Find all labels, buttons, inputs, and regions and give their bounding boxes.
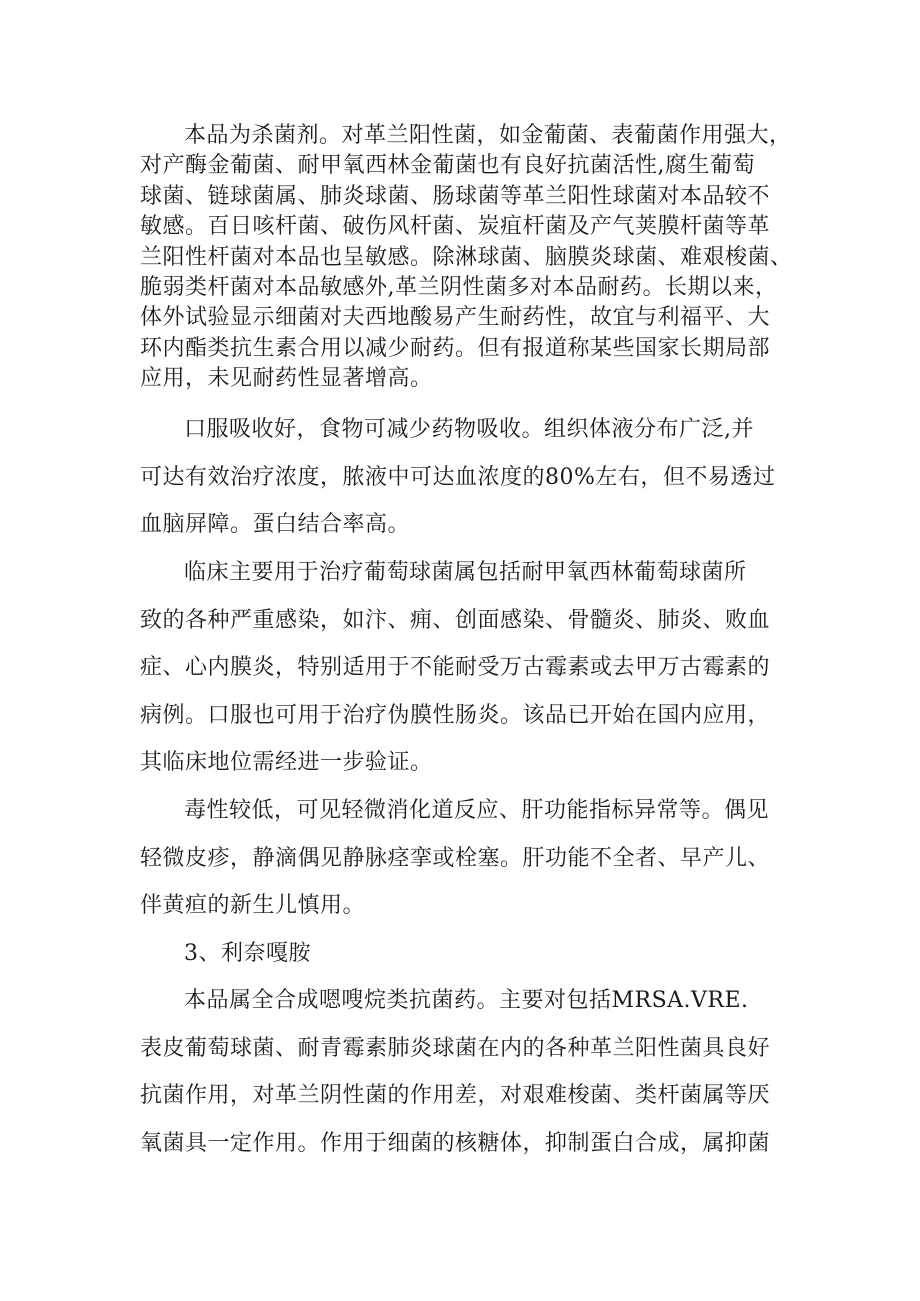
text-line: 体外试验显示细菌对夫西地酸易产生耐药性，故宜与利福平、大 bbox=[140, 305, 771, 331]
text-line: 轻微皮疹，静滴偶见静脉痉挛或栓塞。肝功能不全者、早产儿、 bbox=[140, 845, 771, 871]
text-line: 口服吸收好，食物可减少药物吸收。组织体液分布广泛,并 bbox=[184, 417, 754, 442]
text-line: 表皮葡萄球菌、耐青霉素肺炎球菌在内的各种革兰阳性菌具良好 bbox=[140, 1035, 771, 1061]
text-line: 应用，未见耐药性显著增高。 bbox=[140, 366, 433, 392]
text-line: 对产酶金葡菌、耐甲氧西林金葡菌也有良好抗菌活性,腐生葡萄 bbox=[140, 153, 755, 179]
text-line: 敏感。百日咳杆菌、破伤风杆菌、炭疽杆菌及产气荚膜杆菌等革 bbox=[140, 214, 771, 240]
paragraph-linezolid bbox=[140, 977, 800, 1167]
text-line: 抗菌作用，对革兰阴性菌的作用差，对艰难梭菌、类杆菌属等厌 bbox=[140, 1083, 771, 1108]
text-line: 临床主要用于治疗葡萄球菌属包括耐甲氧西林葡萄球菌所 bbox=[184, 560, 747, 585]
text-line: 兰阳性杆菌对本品也呈敏感。除淋球菌、脑膜炎球菌、难艰梭菌、 bbox=[140, 244, 793, 270]
paragraph-antibacterial-activity bbox=[140, 121, 800, 395]
text-line: 氧菌具一定作用。作用于细菌的核糖体，抑制蛋白合成，属抑菌 bbox=[140, 1130, 771, 1156]
text-line: 病例。口服也可用于治疗伪膜性肠炎。该品已开始在国内应用， bbox=[140, 702, 771, 728]
text-line: 伴黄疸的新生儿慎用。 bbox=[140, 893, 366, 918]
text-line: 血脑屏障。蛋白结合率高。 bbox=[140, 512, 411, 537]
text-line: 脆弱类杆菌对本品敏感外,革兰阴性菌多对本品耐药。长期以来， bbox=[140, 274, 778, 300]
text-line: 致的各种严重感染，如汴、痈、创面感染、骨髓炎、肺炎、败血 bbox=[140, 607, 771, 633]
text-line: 可达有效治疗浓度，脓液中可达血浓度的80%左右，但不易透过 bbox=[140, 464, 776, 490]
text-line: 症、心内膜炎，特别适用于不能耐受万古霉素或去甲万古霉素的 bbox=[140, 655, 771, 680]
text-line: 环内酯类抗生素合用以减少耐药。但有报道称某些国家长期局部 bbox=[140, 335, 771, 361]
text-line: 球菌、链球菌属、肺炎球菌、肠球菌等革兰阳性球菌对本品较不 bbox=[140, 183, 771, 209]
heading-text: 3、利奈嘎胺 bbox=[184, 941, 311, 966]
paragraph-clinical-use bbox=[140, 549, 800, 787]
text-line: 毒性较低，可见轻微消化道反应、肝功能指标异常等。偶见 bbox=[184, 798, 770, 823]
section-heading bbox=[140, 930, 800, 978]
text-line: 本品属全合成嗯嗖烷类抗菌药。主要对包括MRSA.VRE. bbox=[184, 988, 749, 1013]
paragraph-adverse-effects bbox=[140, 787, 800, 930]
paragraph-pharmacokinetics bbox=[140, 406, 800, 549]
text-line: 本品为杀菌剂。对革兰阳性菌，如金葡菌、表葡菌作用强大， bbox=[184, 123, 792, 148]
text-line: 其临床地位需经进一步验证。 bbox=[140, 750, 433, 775]
